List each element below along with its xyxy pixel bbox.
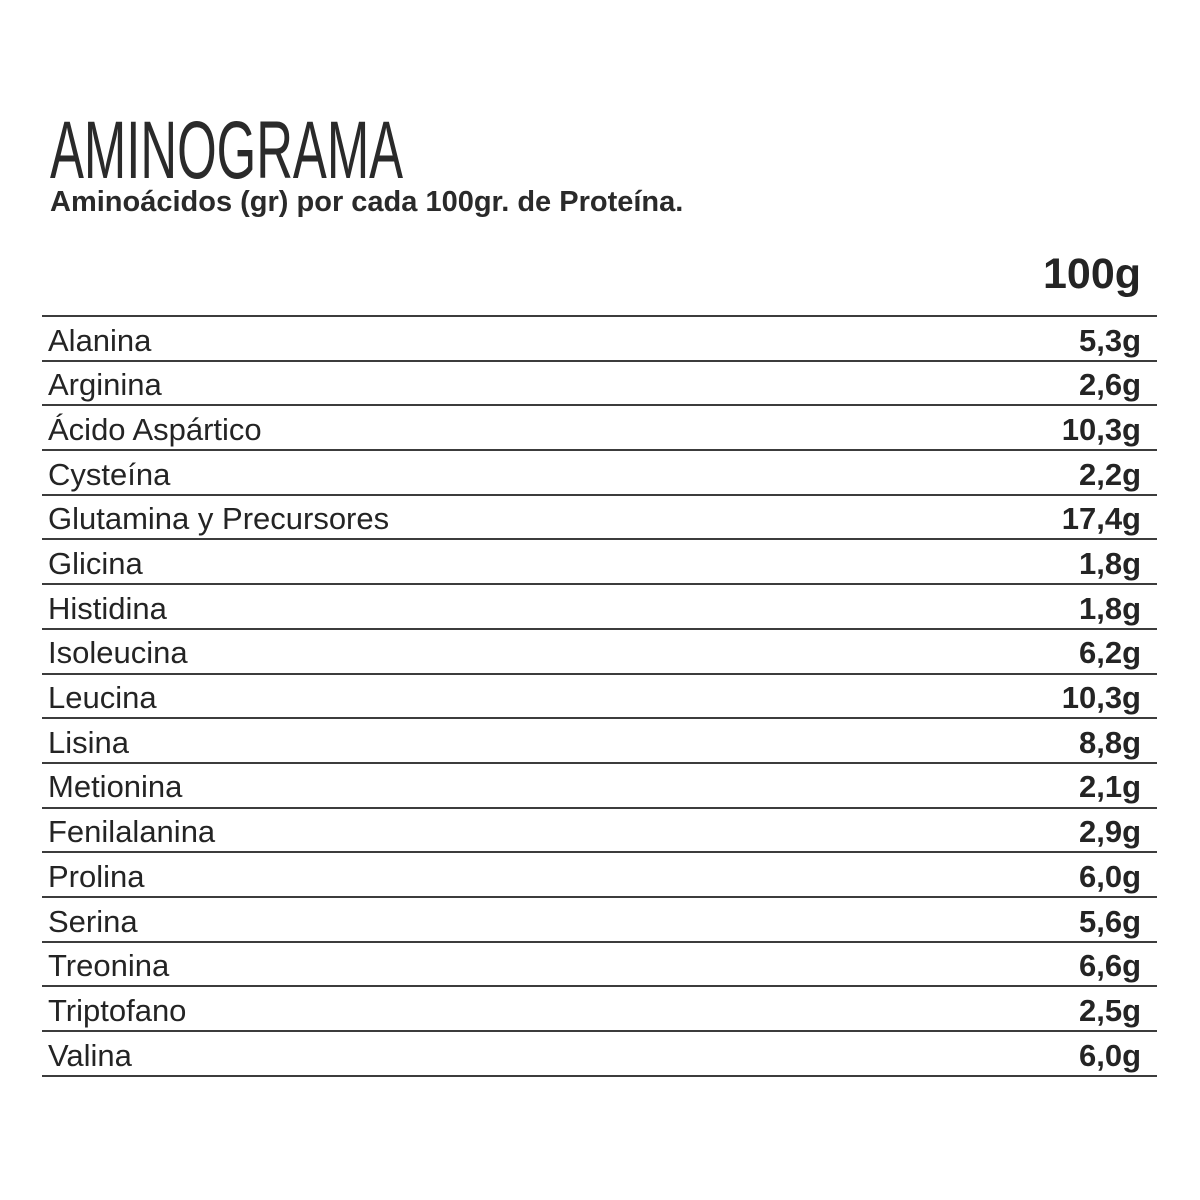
amino-acid-name: Metionina — [48, 769, 183, 805]
table-row — [42, 449, 1157, 494]
amino-acid-name: Isoleucina — [48, 635, 188, 671]
amino-acid-value: 2,1g — [1078, 769, 1141, 805]
table-row — [42, 851, 1157, 896]
table-row — [42, 628, 1157, 673]
amino-acid-name: Glutamina y Precursores — [48, 501, 390, 537]
amino-acid-value: 2,2g — [1078, 456, 1141, 492]
table-row — [42, 538, 1157, 583]
table-row — [42, 717, 1157, 762]
amino-acid-value: 2,5g — [1078, 992, 1141, 1028]
table-row — [42, 941, 1157, 986]
table-row — [42, 896, 1157, 941]
table-row — [42, 807, 1157, 852]
table-row — [42, 762, 1157, 807]
amino-acid-name: Treonina — [48, 948, 170, 984]
amino-acid-name: Glicina — [48, 546, 143, 582]
amino-acid-value: 2,6g — [1078, 367, 1141, 403]
table-row — [42, 315, 1157, 360]
amino-acid-value: 6,0g — [1078, 1037, 1141, 1073]
amino-acid-value: 10,3g — [1061, 411, 1141, 447]
column-header-row — [42, 250, 1157, 299]
table-row — [42, 494, 1157, 539]
amino-acid-name: Fenilalanina — [48, 814, 216, 850]
amino-acid-table — [42, 315, 1157, 1077]
amino-acid-value: 6,6g — [1078, 948, 1141, 984]
amino-acid-value: 5,3g — [1078, 322, 1141, 358]
amino-acid-value: 5,6g — [1078, 903, 1141, 939]
amino-acid-value: 1,8g — [1078, 590, 1141, 626]
table-row — [42, 985, 1157, 1030]
table-row — [42, 1030, 1157, 1075]
amino-acid-name: Triptofano — [48, 992, 187, 1028]
table-row — [42, 404, 1157, 449]
amino-acid-value: 2,9g — [1078, 814, 1141, 850]
column-header-100g: 100g — [1042, 250, 1141, 298]
page-title: AMINOGRAMA — [50, 105, 404, 196]
table-row — [42, 583, 1157, 628]
amino-acid-value: 6,0g — [1078, 858, 1141, 894]
amino-acid-name: Arginina — [48, 367, 162, 403]
table-row — [42, 360, 1157, 405]
page-subtitle: Aminoácidos (gr) por cada 100gr. de Proteína. — [50, 186, 684, 218]
amino-acid-name: Leucina — [48, 680, 157, 716]
amino-acid-name: Lisina — [48, 724, 129, 760]
amino-acid-value: 8,8g — [1078, 724, 1141, 760]
amino-acid-name: Valina — [48, 1037, 132, 1073]
table-row — [42, 673, 1157, 718]
amino-acid-name: Prolina — [48, 858, 145, 894]
amino-acid-value: 6,2g — [1078, 635, 1141, 671]
amino-acid-name: Ácido Aspártico — [48, 411, 262, 447]
amino-acid-name: Histidina — [48, 590, 167, 626]
amino-acid-value: 1,8g — [1078, 546, 1141, 582]
amino-acid-name: Serina — [48, 903, 138, 939]
amino-acid-value: 17,4g — [1061, 501, 1141, 537]
amino-acid-value: 10,3g — [1061, 680, 1141, 716]
amino-acid-name: Alanina — [48, 322, 152, 358]
amino-acid-name: Cysteína — [48, 456, 171, 492]
